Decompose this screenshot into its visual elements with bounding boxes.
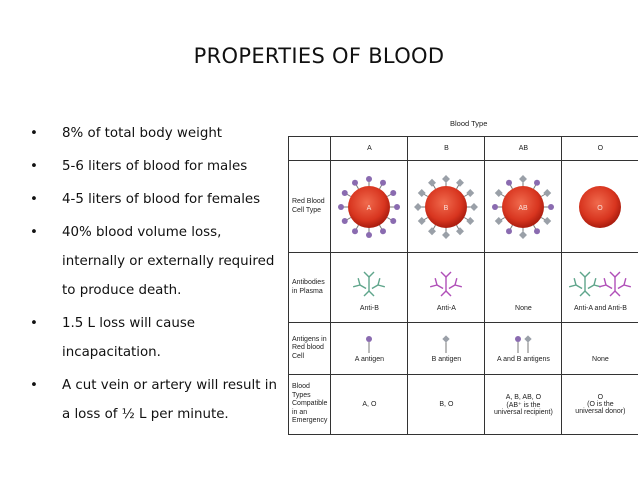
cell-label: AB	[518, 204, 529, 212]
antigen-b-marker	[519, 231, 527, 239]
antibody-y	[580, 272, 590, 284]
antibody-icon	[488, 263, 558, 303]
antigen-a-marker	[338, 204, 344, 210]
bullet-dot: •	[30, 316, 38, 331]
antigen-a-marker	[515, 336, 521, 342]
bullet-dot: •	[30, 378, 38, 393]
antibody-icon	[334, 263, 404, 303]
table-header-row	[289, 137, 638, 161]
antigen-a-marker	[342, 190, 348, 196]
antigen-icon	[426, 334, 466, 354]
antibody-y	[616, 278, 631, 293]
antigen-a-marker	[391, 218, 397, 224]
antigen-a-marker	[492, 204, 498, 210]
cell-label: A	[367, 204, 372, 212]
antigen-b-marker	[414, 203, 422, 211]
compatible-text: (AB⁺ is the	[506, 401, 541, 409]
antigen-a-marker	[506, 179, 512, 185]
antigen-cell	[562, 323, 638, 375]
antigen-a-marker	[342, 218, 348, 224]
bullet-text: A cut vein or artery will result in	[62, 378, 277, 393]
antigen-icon	[503, 334, 543, 354]
antigen-b-marker	[456, 178, 464, 186]
compatible-cell	[331, 375, 408, 435]
antigen-icon	[580, 334, 620, 354]
antigen-b-marker	[525, 335, 532, 342]
red-blood-cell-icon	[334, 172, 404, 242]
antibody-label: Anti-A	[436, 305, 456, 312]
antibody-icon	[334, 263, 404, 303]
compatible-cell	[485, 375, 562, 435]
antibody-y	[431, 278, 446, 293]
antibody-cell	[562, 253, 638, 323]
antigen-b-marker	[519, 175, 527, 183]
antibody-icon	[488, 263, 558, 303]
compatible-text: universal recipient)	[494, 408, 553, 416]
bullet-text: internally or externally required	[62, 254, 275, 269]
cell-label: B	[444, 204, 449, 212]
table-row	[289, 323, 638, 375]
antigen-label: A antigen	[354, 356, 384, 363]
antigen-b-marker	[495, 217, 503, 225]
red-blood-cell-icon	[565, 172, 635, 242]
antibody-y	[610, 272, 620, 284]
cell-type-ab	[485, 161, 562, 253]
antigen-b-marker	[470, 203, 478, 211]
compatible-text: universal donor)	[575, 408, 626, 415]
antigen-cell	[485, 323, 562, 375]
antigen-b-marker	[418, 189, 426, 197]
bullet-dot: •	[30, 126, 38, 141]
antigen-cell	[331, 323, 408, 375]
antibody-y	[441, 272, 451, 284]
compatible-cell	[562, 375, 638, 435]
red-blood-cell-icon	[411, 172, 481, 242]
cell-label: O	[597, 204, 604, 212]
antigen-icon	[488, 334, 558, 354]
column-header: AB	[485, 137, 562, 161]
bullet-text: 40% blood volume loss,	[62, 225, 222, 240]
antibody-icon	[411, 263, 481, 303]
antigen-a-marker	[534, 179, 540, 185]
compatible-text: B, O	[439, 401, 454, 408]
antibody-y	[586, 278, 601, 293]
antibody-y	[354, 278, 369, 293]
bullet-dot: •	[30, 159, 38, 174]
antibody-y	[370, 278, 385, 293]
antigen-b-marker	[467, 189, 475, 197]
antigen-icon	[411, 334, 481, 354]
antigen-a-marker	[366, 176, 372, 182]
compatible-cell	[408, 375, 485, 435]
antigen-a-marker	[352, 228, 358, 234]
antibody-label: Anti-B	[359, 305, 379, 312]
cell-type-b	[408, 161, 485, 253]
antibody-y	[580, 284, 590, 296]
red-blood-cell-icon	[334, 172, 404, 242]
antigen-b-marker	[495, 189, 503, 197]
antigen-a-marker	[506, 228, 512, 234]
antigen-label: B antigen	[431, 356, 462, 363]
cell-type-o	[562, 161, 638, 253]
row-label: Antibodies in Plasma	[289, 253, 331, 323]
antibody-label: None	[515, 305, 532, 312]
antibody-y	[610, 284, 620, 296]
antigen-b-marker	[442, 231, 450, 239]
compatible-text: (O is the	[587, 401, 614, 408]
bullet-text: 5-6 liters of blood for males	[62, 159, 248, 174]
antigen-icon	[565, 334, 635, 354]
antigen-label: A and B antigens	[496, 356, 550, 363]
bullet-text: 1.5 L loss will cause	[62, 316, 196, 331]
antigen-a-marker	[380, 179, 386, 185]
antibody-label: Anti-A and Anti-B	[573, 305, 627, 312]
antibody-y	[364, 284, 374, 296]
row-label: Antigens in Red blood Cell	[289, 323, 331, 375]
antibody-y	[570, 278, 585, 293]
bullet-text: a loss of ½ L per minute.	[62, 407, 229, 422]
slide-title: PROPERTIES OF BLOOD	[193, 44, 445, 68]
antigen-b-marker	[544, 217, 552, 225]
bullet-dot: •	[30, 192, 38, 207]
compatible-text: O	[597, 394, 604, 401]
blood-type-title: Blood Type	[450, 119, 488, 128]
red-blood-cell-icon	[488, 172, 558, 242]
antigen-a-marker	[534, 228, 540, 234]
antigen-icon	[349, 334, 389, 354]
antigen-a-marker	[366, 336, 372, 342]
red-blood-cell-icon	[488, 172, 558, 242]
table-row	[289, 375, 638, 435]
red-blood-cell-icon	[411, 172, 481, 242]
antigen-a-marker	[366, 232, 372, 238]
bullet-text: to produce death.	[62, 283, 182, 298]
bullet-dot: •	[30, 225, 38, 240]
antibody-y	[600, 278, 615, 293]
bullet-text: incapacitation.	[62, 345, 161, 360]
antigen-a-marker	[391, 190, 397, 196]
antigen-b-marker	[443, 335, 450, 342]
antibody-cell	[331, 253, 408, 323]
antibody-cell	[408, 253, 485, 323]
bullet-text: 8% of total body weight	[62, 126, 223, 141]
column-header: B	[408, 137, 485, 161]
cell-type-a	[331, 161, 408, 253]
column-header: O	[562, 137, 638, 161]
antibody-icon	[565, 263, 635, 303]
antigen-a-marker	[352, 179, 358, 185]
compatible-text: A, B, AB, O	[505, 393, 542, 401]
blood-type-table	[288, 136, 638, 435]
antigen-b-marker	[456, 227, 464, 235]
antibody-y	[441, 284, 451, 296]
antibody-y	[364, 272, 374, 284]
row-label: Red Blood Cell Type	[289, 161, 331, 253]
antigen-a-marker	[380, 228, 386, 234]
antigen-b-marker	[428, 227, 436, 235]
red-blood-cell-icon	[565, 172, 635, 242]
table-row	[289, 161, 638, 253]
antibody-icon	[411, 263, 481, 303]
antibody-y	[447, 278, 462, 293]
antigen-a-marker	[394, 204, 400, 210]
table-corner-cell	[289, 137, 331, 161]
antibody-cell	[485, 253, 562, 323]
bullet-text: 4-5 liters of blood for females	[62, 192, 261, 207]
antigen-icon	[334, 334, 404, 354]
antigen-label: None	[592, 356, 609, 363]
antigen-b-marker	[442, 175, 450, 183]
column-header: A	[331, 137, 408, 161]
table-row	[289, 253, 638, 323]
row-label: Blood Types Compatible in an Emergency	[289, 375, 331, 435]
antigen-b-marker	[467, 217, 475, 225]
antigen-a-marker	[548, 204, 554, 210]
antibody-icon	[565, 263, 635, 303]
antigen-b-marker	[544, 189, 552, 197]
antigen-b-marker	[418, 217, 426, 225]
antigen-b-marker	[428, 178, 436, 186]
antigen-cell	[408, 323, 485, 375]
compatible-text: A, O	[362, 401, 377, 408]
